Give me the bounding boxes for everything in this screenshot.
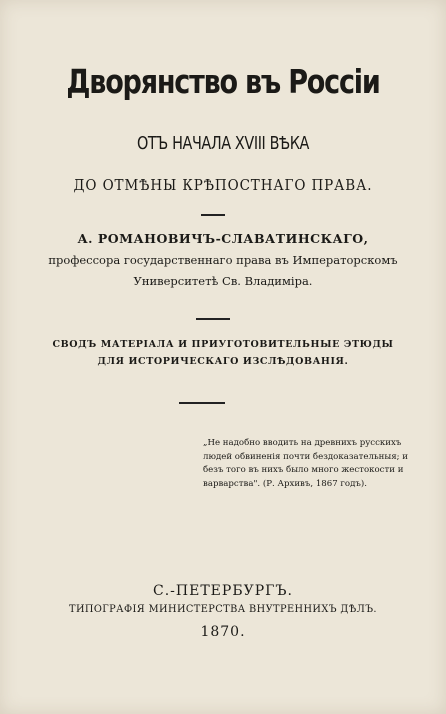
epigraph-line: безъ того въ нихъ было много жестокости и (203, 465, 404, 475)
epigraph-line: „Не надобно вводить на древнихъ русскихъ (203, 438, 402, 448)
epigraph-line: варварства". (Р. Архивъ, 1867 годъ). (203, 478, 367, 489)
author-description-line-1: профессора государственнаго права въ Императорскомъ (48, 253, 398, 267)
author-description-line-2: Университетѣ Св. Владиміра. (133, 274, 313, 288)
work-note-line-1: СВОДЪ МАТЕРІАЛА И ПРИУГОТОВИТЕЛЬНЫЕ ЭТЮДЫ (52, 339, 394, 350)
subtitle-line-2: ДО ОТМѢНЫ КРѢПОСТНАГО ПРАВА. (73, 176, 373, 194)
epigraph (203, 437, 408, 491)
book-title: Дворянство въ Россіи (66, 62, 380, 101)
epigraph-line: людей обвиненія почти бездоказательныя; и (203, 451, 408, 462)
author-name: А. РОМАНОВИЧЪ-СЛАВАТИНСКАГО, (77, 231, 369, 246)
printer-name: ТИПОГРАФІЯ МИНИСТЕРСТВА ВНУТРЕННИХЪ ДѢЛЪ. (69, 604, 377, 615)
subtitle-line-1: ОТЪ НАЧАЛА XVIII ВѢКА (136, 133, 310, 154)
work-note-line-2: ДЛЯ ИСТОРИЧЕСКАГО ИЗСЛѢДОВАНІЯ. (97, 356, 349, 367)
publication-city: С.-ПЕТЕРБУРГЪ. (153, 583, 293, 599)
divider-rule-2 (196, 318, 230, 320)
divider-rule-1 (201, 214, 225, 216)
publication-year: 1870. (200, 624, 246, 640)
divider-rule-3 (179, 402, 225, 404)
